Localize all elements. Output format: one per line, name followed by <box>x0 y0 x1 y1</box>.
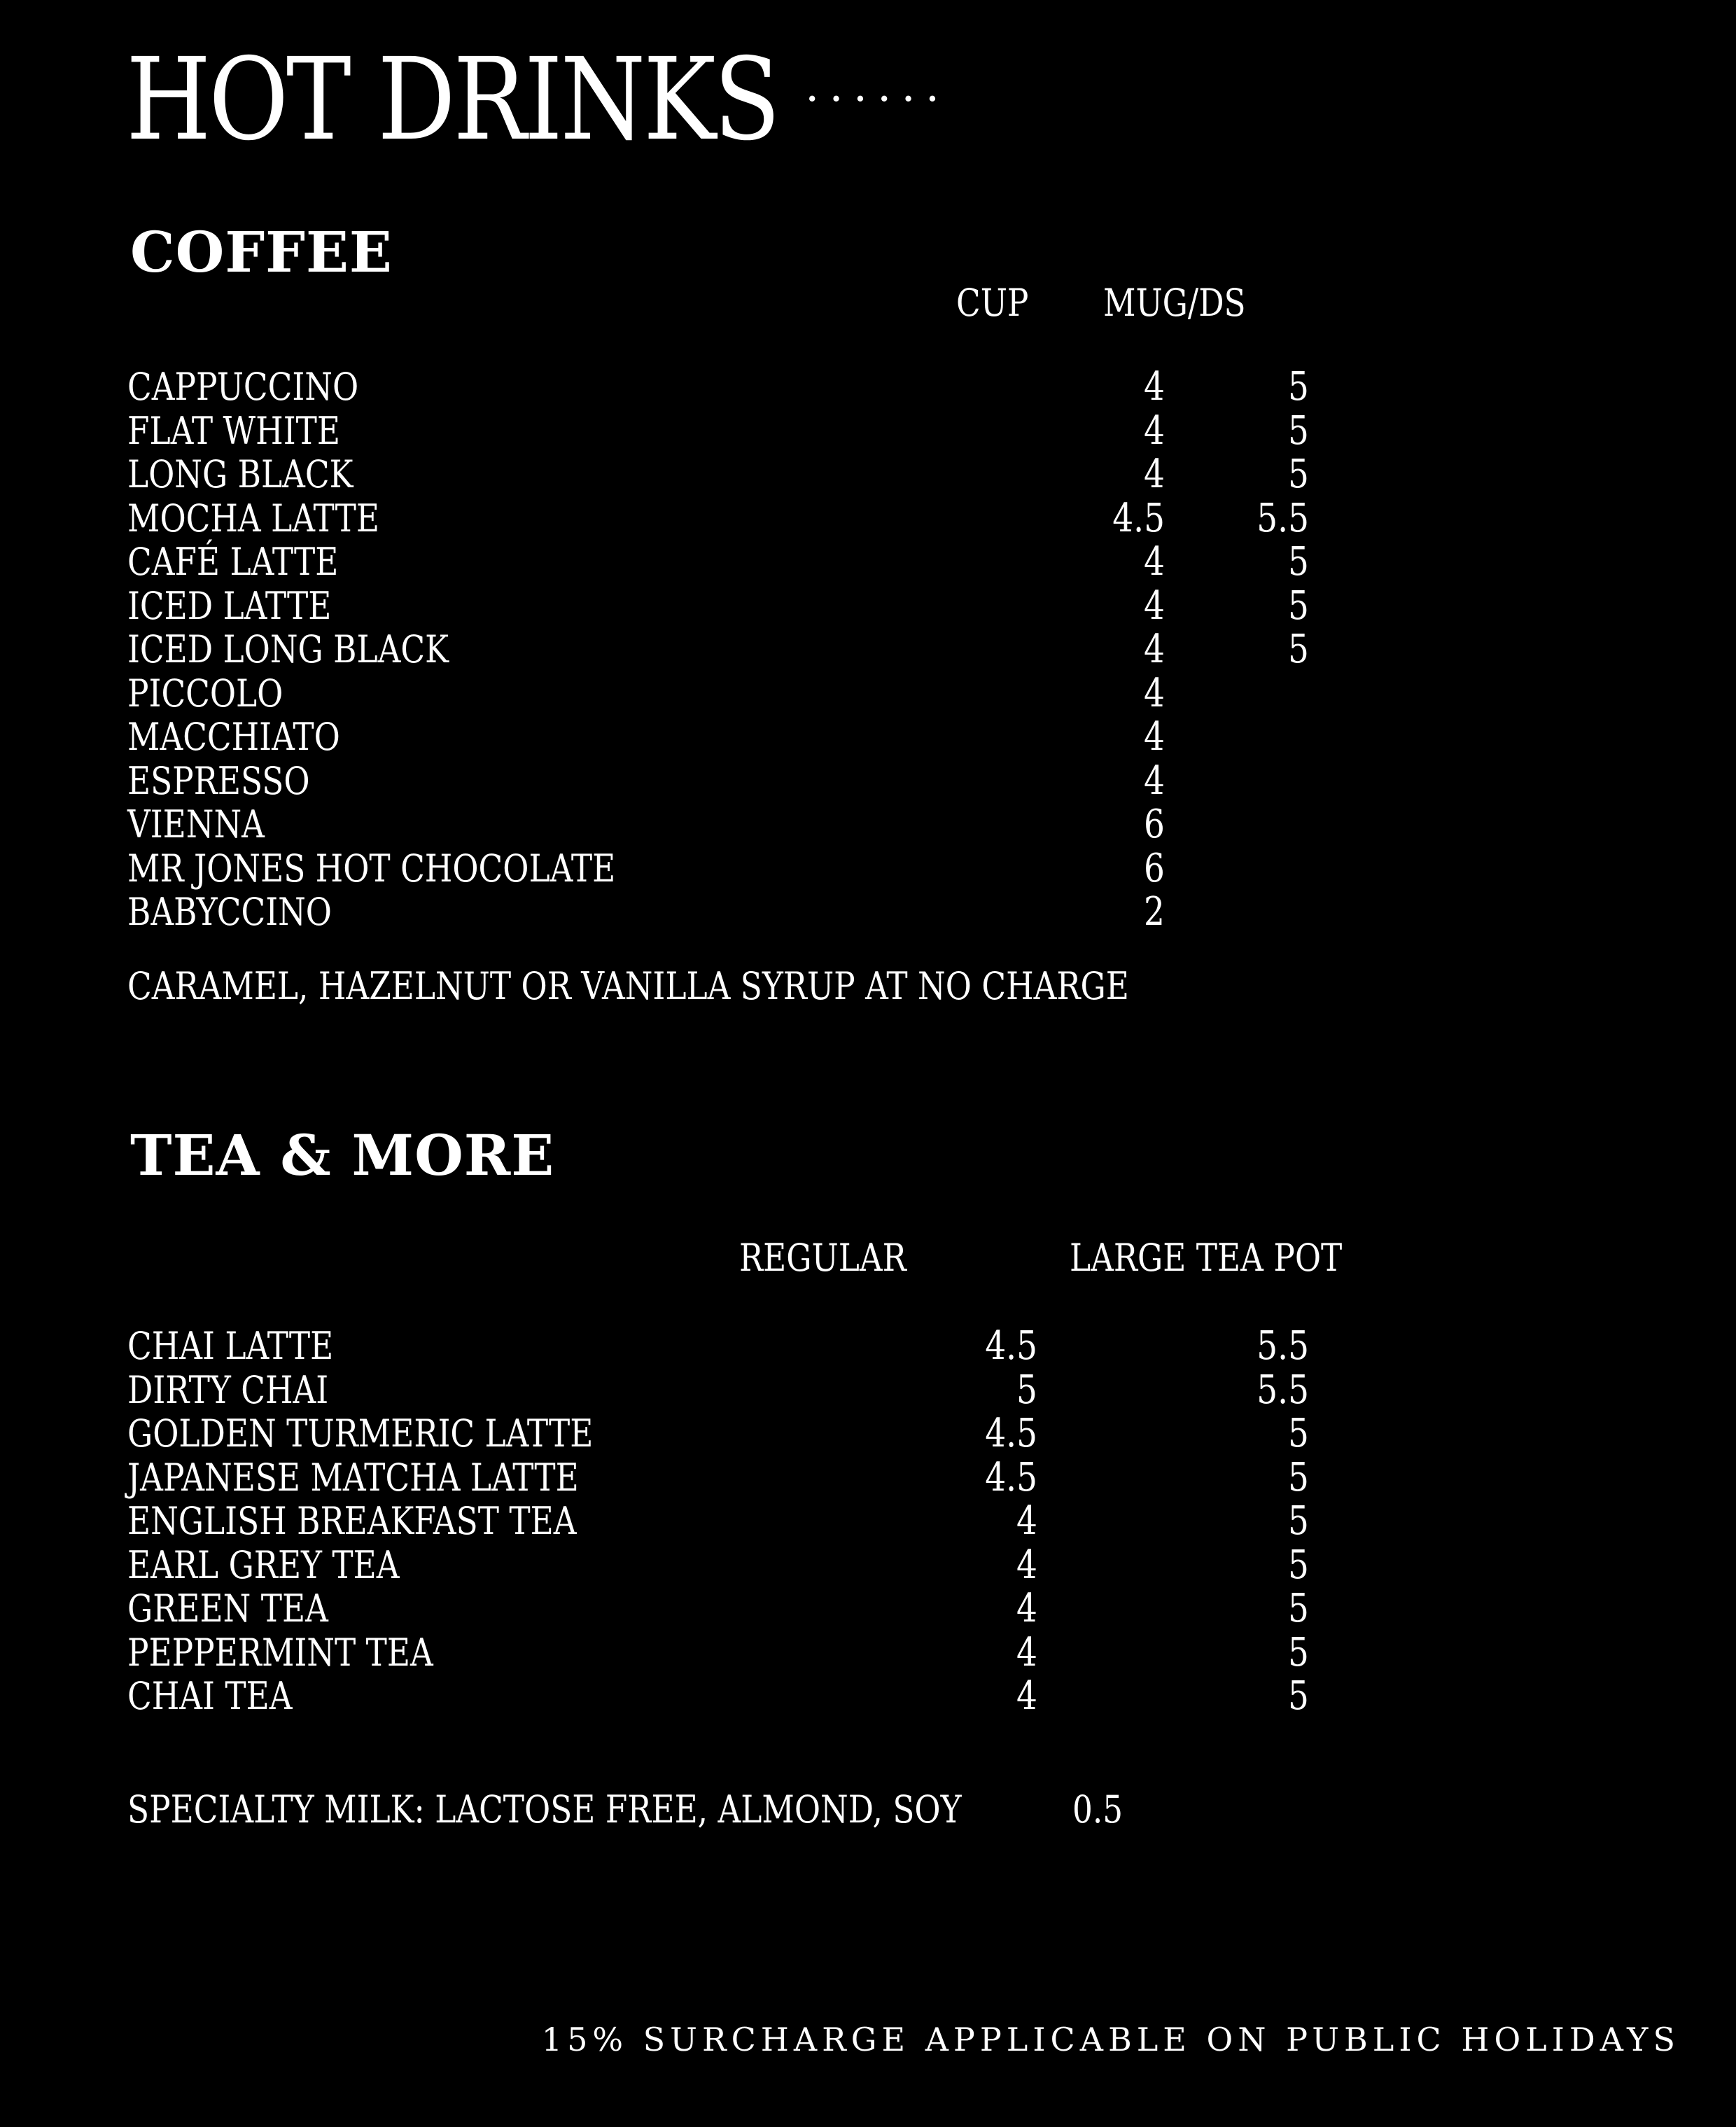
tea-col-regular: REGULAR <box>739 1236 906 1280</box>
menu-item-row <box>127 1369 1667 1412</box>
menu-item-name: PEPPERMINT TEA <box>127 1630 433 1675</box>
coffee-col-cup: CUP <box>956 281 1029 325</box>
regular-price: 4 <box>1016 1673 1037 1719</box>
mug-price: 5 <box>1288 539 1309 585</box>
menu-item-row <box>127 891 1667 934</box>
mug-price: 5 <box>1288 583 1309 629</box>
cup-price: 2 <box>1144 889 1165 935</box>
menu-item-row <box>127 1456 1667 1500</box>
cup-price: 6 <box>1144 845 1165 891</box>
menu-item-row <box>127 847 1667 891</box>
menu-item-row <box>127 716 1667 759</box>
cup-price: 4 <box>1144 364 1165 410</box>
mug-price: 5 <box>1288 364 1309 410</box>
menu-item-name: ICED LONG BLACK <box>127 627 449 671</box>
menu-item-name: MR JONES HOT CHOCOLATE <box>127 846 616 891</box>
regular-price: 4 <box>1016 1542 1037 1588</box>
menu-item-row <box>127 407 1667 454</box>
mug-price: 5 <box>1288 627 1309 672</box>
cup-price: 4 <box>1144 583 1165 629</box>
syrup-note: CARAMEL, HAZELNUT OR VANILLA SYRUP AT NO CHARGE <box>127 964 1129 1008</box>
coffee-col-mug: MUG/DS <box>1103 281 1246 325</box>
menu-item-name: DIRTY CHAI <box>127 1367 329 1412</box>
regular-price: 4 <box>1016 1586 1037 1631</box>
tea-heading: TEA & MORE <box>130 1122 555 1188</box>
menu-item-row <box>127 803 1667 846</box>
regular-price: 4.5 <box>985 1411 1037 1456</box>
menu-item-row <box>127 1675 1667 1718</box>
milk-note: SPECIALTY MILK: LACTOSE FREE, ALMOND, SOY <box>127 1787 962 1832</box>
menu-item-name: CHAI TEA <box>127 1674 293 1718</box>
menu-item-row <box>127 628 1667 671</box>
menu-item-name: LONG BLACK <box>127 452 354 496</box>
menu-item-row <box>127 1325 1667 1368</box>
cup-price: 4 <box>1144 452 1165 497</box>
cup-price: 4 <box>1144 670 1165 716</box>
menu-item-name: VIENNA <box>127 802 265 846</box>
cup-price: 4 <box>1144 539 1165 585</box>
cup-price: 6 <box>1144 802 1165 847</box>
menu-item-name: GREEN TEA <box>127 1586 328 1631</box>
menu-item-name: ICED LATTE <box>127 583 332 628</box>
large-pot-price: 5 <box>1288 1411 1309 1456</box>
tea-col-large: LARGE TEA POT <box>1070 1236 1343 1280</box>
menu-item-name: ESPRESSO <box>127 758 310 803</box>
menu-item-row <box>127 1631 1667 1675</box>
menu-item-row <box>127 1587 1667 1631</box>
menu-item-name: FLAT WHITE <box>127 408 341 453</box>
menu-item-row <box>127 585 1667 628</box>
regular-price: 5 <box>1016 1367 1037 1413</box>
mug-price: 5.5 <box>1256 495 1309 541</box>
menu-item-row <box>127 1500 1667 1543</box>
cup-price: 4.5 <box>1112 495 1165 541</box>
page-title: HOT DRINKS <box>126 34 778 166</box>
menu-item-name: ENGLISH BREAKFAST TEA <box>127 1499 577 1543</box>
menu-item-name: CAFÉ LATTE <box>127 540 339 584</box>
mug-price: 5 <box>1288 452 1309 497</box>
large-pot-price: 5 <box>1288 1542 1309 1588</box>
large-pot-price: 5 <box>1288 1586 1309 1631</box>
large-pot-price: 5 <box>1288 1498 1309 1544</box>
regular-price: 4 <box>1016 1629 1037 1675</box>
large-pot-price: 5 <box>1288 1629 1309 1675</box>
large-pot-price: 5.5 <box>1256 1323 1309 1369</box>
menu-item-row <box>127 672 1667 716</box>
menu-item-name: MOCHA LATTE <box>127 496 379 541</box>
cup-price: 4 <box>1144 714 1165 760</box>
menu-item-name: MACCHIATO <box>127 715 340 759</box>
cup-price: 4 <box>1144 627 1165 672</box>
large-pot-price: 5 <box>1288 1673 1309 1719</box>
menu-item-name: CAPPUCCINO <box>127 365 359 409</box>
menu-item-name: PICCOLO <box>127 671 284 716</box>
menu-item-name: JAPANESE MATCHA LATTE <box>127 1455 579 1500</box>
menu-item-row <box>127 541 1667 584</box>
regular-price: 4 <box>1016 1498 1037 1544</box>
menu-item-name: EARL GREY TEA <box>127 1542 400 1587</box>
menu-item-name: BABYCCINO <box>127 890 332 934</box>
milk-price: 0.5 <box>1072 1787 1124 1832</box>
coffee-heading: COFFEE <box>130 219 393 285</box>
menu-item-row <box>127 1544 1667 1587</box>
menu-item-row <box>127 1412 1667 1456</box>
regular-price: 4.5 <box>985 1323 1037 1369</box>
large-pot-price: 5.5 <box>1256 1367 1309 1413</box>
large-pot-price: 5 <box>1288 1454 1309 1500</box>
cup-price: 4 <box>1144 758 1165 804</box>
menu-item-row <box>127 453 1667 496</box>
title-dots: ...... <box>805 60 950 112</box>
menu-item-row <box>127 760 1667 803</box>
menu-item-name: CHAI LATTE <box>127 1324 334 1368</box>
mug-price: 5 <box>1288 407 1309 454</box>
menu-item-name: GOLDEN TURMERIC LATTE <box>127 1411 594 1456</box>
cup-price: 4 <box>1144 407 1165 454</box>
menu-item-row <box>127 365 1667 409</box>
regular-price: 4.5 <box>985 1454 1037 1500</box>
surcharge-note: 15% SURCHARGE APPLICABLE ON PUBLIC HOLIDAYS <box>541 2021 1680 2058</box>
menu-item-row <box>127 497 1667 541</box>
